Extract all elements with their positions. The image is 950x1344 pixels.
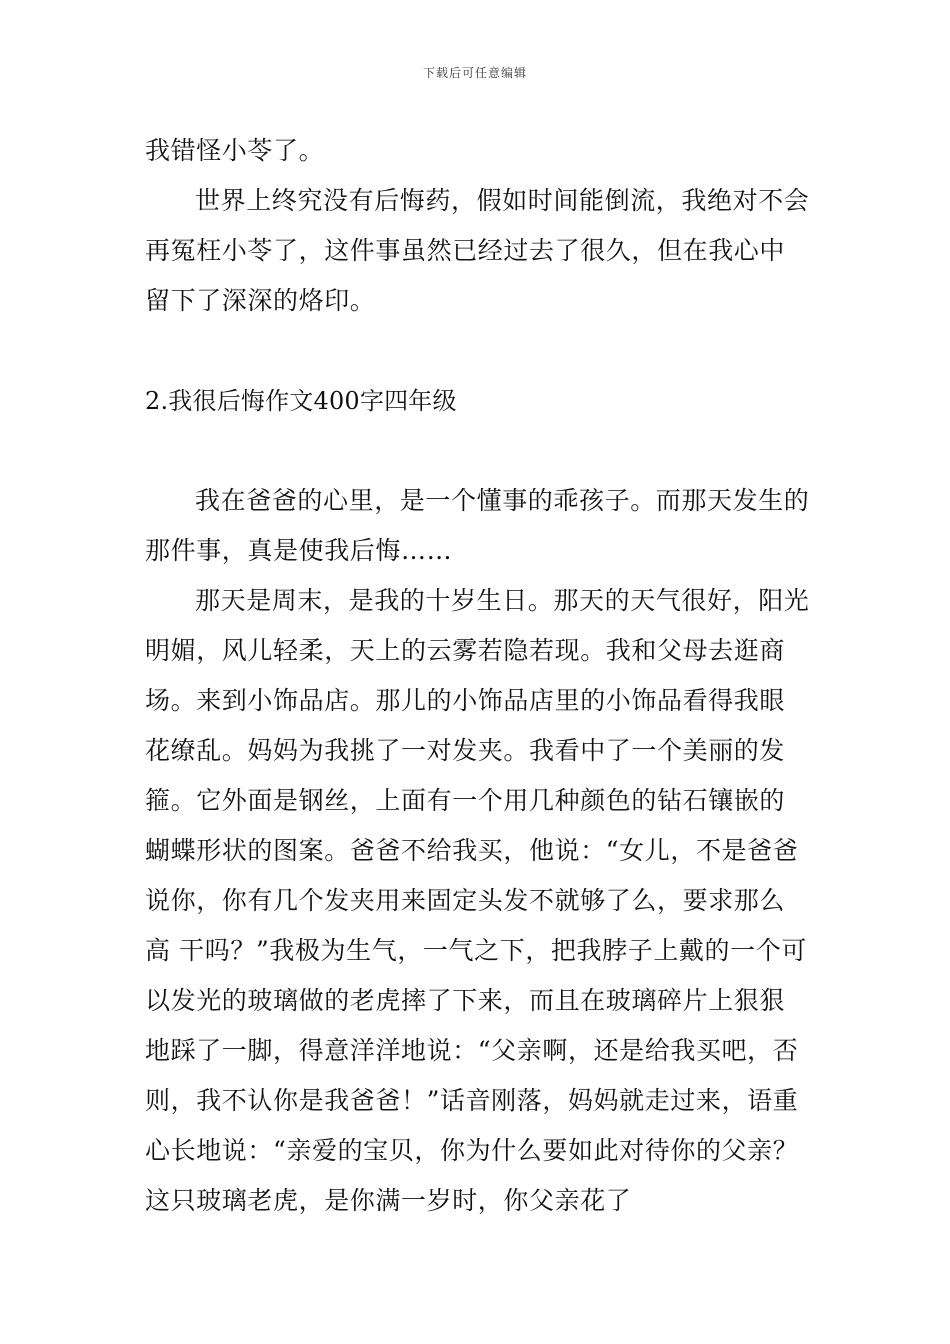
page-header: 下载后可任意编辑 xyxy=(422,66,527,80)
paragraph-intro: 我在爸爸的心里，是一个懂事的乖孩子。而那天发生的那件事，真是使我后悔…… xyxy=(145,486,810,565)
paragraph-continuation: 我错怪小苓了。 xyxy=(145,136,325,165)
document-body xyxy=(145,126,810,1226)
section-heading: 2.我很后悔作文400字四年级 xyxy=(145,387,457,415)
paragraph-story: 那天是周末，是我的十岁生日。那天的天气很好，阳光明媚，风儿轻柔，天上的云雾若隐若现。我和父母去逛商场。来到小饰品店。那儿的小饰品店里的小饰品看得我眼花缭乱。妈妈为我挑了一对发夹。我看中了一个美丽的发箍。它外面是钢丝，上面有一个用几种颜色的钻石镶嵌的蝴蝶形状的图案。爸爸不给我买，他说：“女儿，不是爸爸说你，你有几个发夹用来固定头发不就够了么，要求那么高 干吗？”我极为生气，一气之下，把我脖子上戴的一个可以发光的玻璃做的老虎摔了下来，而且在玻璃碎片上狠狠地踩了一脚，得意洋洋地说：“父亲啊，还是给我买吧，否则，我不认你是我爸爸！”话音刚落，妈妈就走过来，语重心长地说：“亲爱的宝贝，你为什么要如此对待你的父亲？这只玻璃老虎，是你满一岁时，你父亲花了 xyxy=(145,586,810,1215)
paragraph-regret: 世界上终究没有后悔药，假如时间能倒流，我绝对不会再冤枉小苓了，这件事虽然已经过去了很久，但在我心中留下了深深的烙印。 xyxy=(145,186,810,315)
